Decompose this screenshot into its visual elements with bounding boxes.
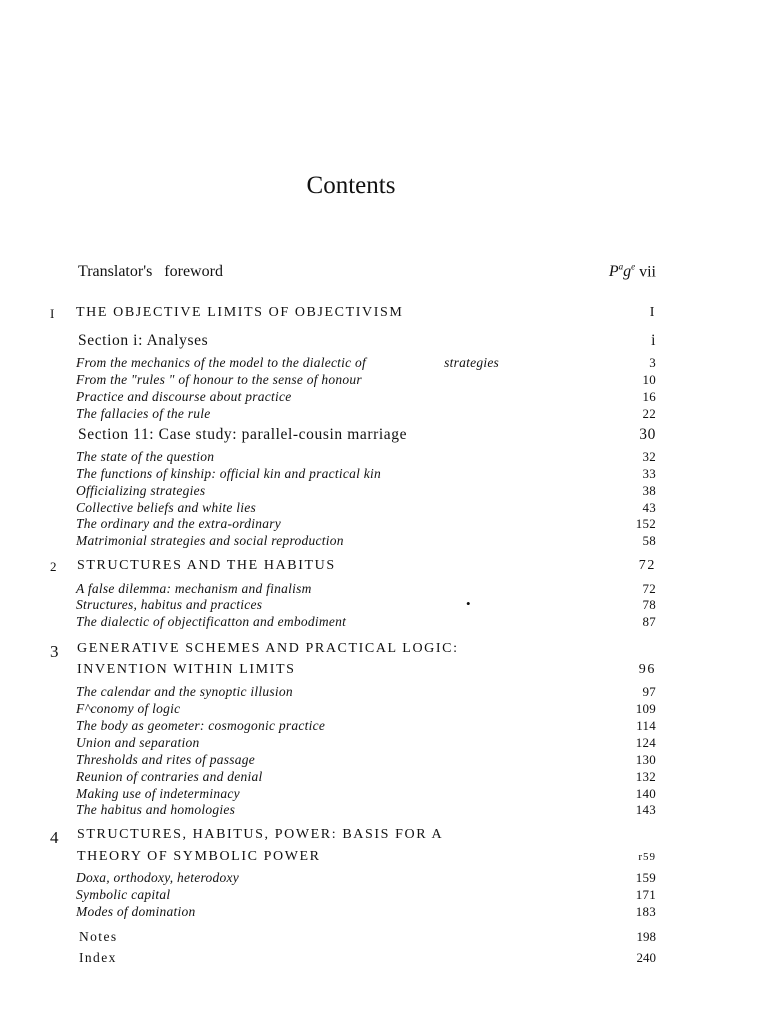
entry-title: The dialectic of objectificatton and embodiment [76,614,347,629]
toc-index[interactable] [79,950,656,966]
entry-title: Collective beliefs and white lies [76,500,256,515]
toc-entry[interactable] [76,483,656,499]
section-page: i [651,332,656,349]
entry-title: The calendar and the synoptic illusion [76,684,293,699]
toc-entry[interactable] [76,752,656,768]
entry-page: 16 [642,389,656,404]
toc-section-1[interactable] [78,332,656,350]
entry-page: 78 [642,597,656,612]
toc-entry[interactable] [76,449,656,465]
entry-title: The state of the question [76,449,215,464]
index-label: Index [79,950,117,965]
chapter-number-2: 2 [50,559,57,574]
toc-entry[interactable] [76,887,656,903]
section-page: 30 [639,426,656,443]
toc-entry[interactable] [76,735,656,751]
entry-page: 58 [642,533,656,548]
page-title: Contents [306,172,396,199]
toc-entry[interactable] [76,769,656,785]
entry-title: Symbolic capital [76,887,171,902]
notes-page: 198 [636,929,656,944]
entry-title: Making use of indeterminacy [76,786,240,801]
toc-entry[interactable] [76,614,656,630]
entry-page: 22 [642,406,656,421]
entry-title: Officializing strategies [76,483,206,498]
chapter-number-3: 3 [50,642,59,661]
entry-page: 109 [635,701,656,716]
foreword-label: Translator's foreword [78,263,223,281]
chapter-page: 96 [638,662,656,677]
entry-title: From the mechanics of the model to the dialectic of strategies [76,355,500,370]
entry-page: 43 [642,500,656,515]
notes-label: Notes [79,929,118,944]
entry-title: The fallacies of the rule [76,406,211,421]
entry-page: 124 [635,735,656,750]
entry-page: 183 [635,904,656,919]
section-title: Section 11: Case study: parallel-cousin marriage [78,426,408,443]
entry-page: 152 [635,516,656,531]
entry-page: 3 [649,355,656,370]
chapter-title-line1: STRUCTURES, HABITUS, POWER: BASIS FOR A [77,827,444,842]
entry-page: 159 [635,870,656,885]
entry-title: The body as geometer: cosmogonic practice [76,718,326,733]
entry-title: Modes of domination [76,904,196,919]
toc-chapter-1[interactable] [76,305,656,321]
entry-title: F^conomy of logic [76,701,181,716]
section-title: Section i: Analyses [78,332,209,349]
toc-entry[interactable] [76,802,656,818]
entry-title: Matrimonial strategies and social reproduction [76,533,344,548]
entry-title: Reunion of contraries and denial [76,769,263,784]
chapter-title-line2: INVENTION WITHIN LIMITS [77,662,296,677]
toc-entry[interactable] [76,500,656,516]
toc-entry[interactable] [76,516,656,532]
chapter-title: THE OBJECTIVE LIMITS OF OBJECTIVISM [76,305,404,320]
entry-page: 87 [642,614,656,629]
toc-chapter-4-line2[interactable] [77,849,656,865]
foreword-page: $P^ag^e$ vii [608,262,656,281]
toc-entry[interactable] [76,355,656,371]
page-word: $P^ag^e$ [608,262,636,281]
entry-page: 114 [636,718,656,733]
toc-entry[interactable] [76,533,656,549]
chapter-page: r59 [638,851,656,863]
entry-title: Practice and discourse about practice [76,389,292,404]
toc-entry[interactable] [76,581,656,597]
entry-title: The habitus and homologies [76,802,236,817]
toc-entry[interactable] [76,904,656,920]
toc-entry[interactable] [76,406,656,422]
entry-title: A false dilemma: mechanism and finalism [76,581,312,596]
toc-chapter-2[interactable] [77,558,656,574]
stray-dot: • [466,596,471,611]
toc-entry[interactable] [76,389,656,405]
entry-title: Structures, habitus and practices [76,597,263,612]
toc-entry[interactable] [76,701,656,717]
toc-entry[interactable] [76,597,656,613]
toc-entry[interactable] [76,718,656,734]
entry-page: 38 [642,483,656,498]
chapter-page: 72 [638,558,656,573]
entry-page: 33 [642,466,656,481]
entry-page: 97 [642,684,656,699]
toc-section-2[interactable] [78,426,656,444]
toc-entry[interactable] [76,870,656,886]
chapter-page: I [649,305,656,320]
toc-chapter-3-line2[interactable] [77,662,656,678]
entry-page: 10 [642,372,656,387]
toc-chapter-4[interactable] [77,827,656,843]
entry-page: 171 [635,887,656,902]
entry-page: 130 [635,752,656,767]
toc-entry[interactable] [76,684,656,700]
chapter-title-line2: THEORY OF SYMBOLIC POWER [77,849,321,864]
toc-foreword[interactable] [78,262,656,281]
entry-title: The ordinary and the extra-ordinary [76,516,281,531]
toc-entry[interactable] [76,372,656,388]
entry-title: Doxa, orthodoxy, heterodoxy [76,870,239,885]
entry-title: Union and separation [76,735,200,750]
entry-title: The functions of kinship: official kin and practical kin [76,466,381,481]
index-page: 240 [636,950,656,965]
chapter-number-4: 4 [50,828,59,847]
entry-page: 143 [635,802,656,817]
entry-page: 140 [635,786,656,801]
chapter-number-1: I [50,306,55,321]
entry-title: From the "rules " of honour to the sense of honour [76,372,362,387]
toc-chapter-3[interactable] [77,641,656,657]
entry-page: 32 [642,449,656,464]
toc-entry[interactable] [76,466,656,482]
chapter-title-line1: GENERATIVE SCHEMES AND PRACTICAL LOGIC: [77,641,459,656]
entry-title: Thresholds and rites of passage [76,752,256,767]
chapter-title: STRUCTURES AND THE HABITUS [77,558,336,573]
entry-page: 132 [635,769,656,784]
toc-entry[interactable] [76,786,656,802]
toc-notes[interactable] [79,929,656,945]
entry-page: 72 [642,581,656,596]
